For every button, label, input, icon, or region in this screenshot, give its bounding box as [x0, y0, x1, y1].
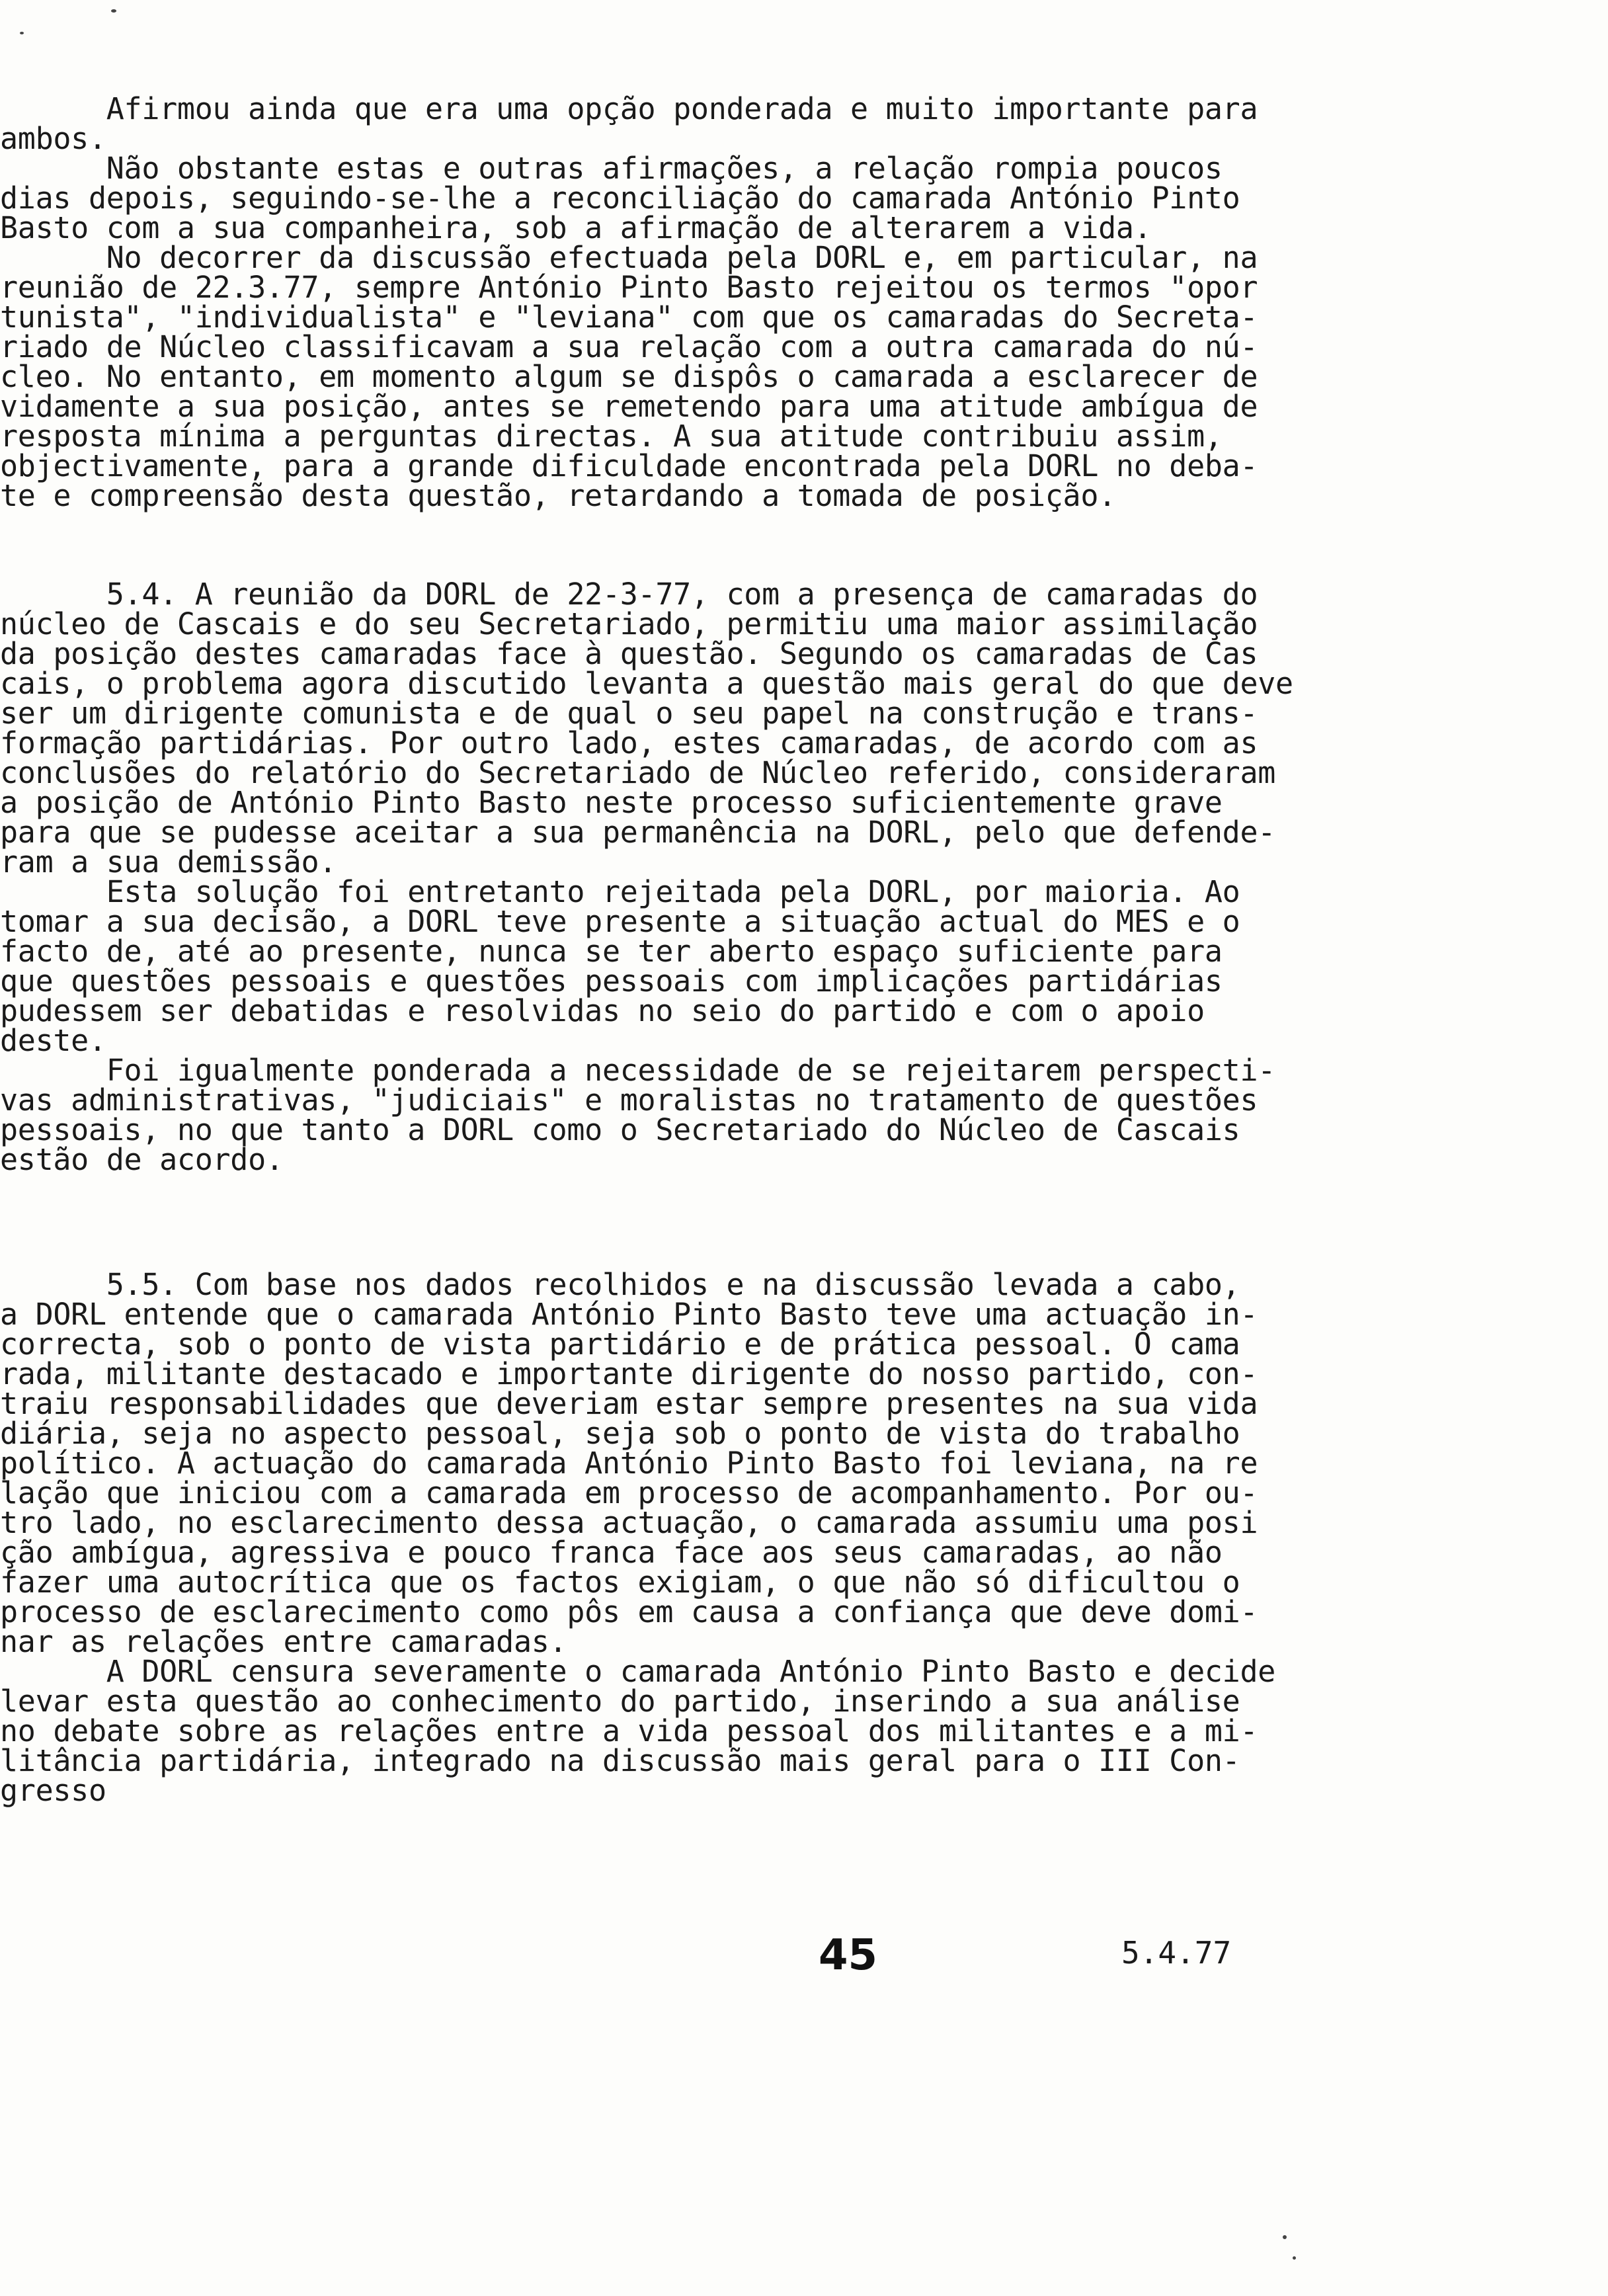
page-number: 45	[819, 1931, 878, 1980]
text-line: te e compreensão desta questão, retardando a tomada de posição.	[0, 478, 1116, 513]
text-line: pessoais, no que tanto a DORL como o Secretariado do Núcleo de Cascais	[0, 1112, 1240, 1147]
text-line: correcta, sob o ponto de vista partidário e de prática pessoal. O cama	[0, 1327, 1240, 1362]
paper-speck	[1293, 2256, 1296, 2260]
text-line: fazer uma autocrítica que os factos exigiam, o que não só dificultou o	[0, 1565, 1240, 1600]
text-line: ção ambígua, agressiva e pouco franca face aos seus camaradas, ao não	[0, 1535, 1223, 1570]
text-line: a DORL entende que o camarada António Pinto Basto teve uma actuação in-	[0, 1297, 1258, 1332]
text-line: político. A actuação do camarada António Pinto Basto foi leviana, na re	[0, 1446, 1258, 1481]
text-line: Afirmou ainda que era uma opção ponderada e muito importante para	[0, 91, 1258, 126]
text-line: rada, militante destacado e importante dirigente do nosso partido, con-	[0, 1356, 1258, 1391]
text-line: Não obstante estas e outras afirmações, a relação rompia poucos	[0, 151, 1223, 186]
text-line: dias depois, seguindo-se-lhe a reconciliação do camarada António Pinto	[0, 181, 1240, 216]
paper-speck	[111, 9, 116, 13]
text-line: conclusões do relatório do Secretariado de Núcleo referido, consideraram	[0, 755, 1276, 790]
text-line: 5.5. Com base nos dados recolhidos e na discussão levada a cabo,	[0, 1267, 1240, 1302]
text-line: Basto com a sua companheira, sob a afirmação de alterarem a vida.	[0, 210, 1152, 245]
text-line: para que se pudesse aceitar a sua permanência na DORL, pelo que defende-	[0, 815, 1276, 850]
paragraph-5-5	[0, 1267, 1608, 1808]
text-line: reunião de 22.3.77, sempre António Pinto Basto rejeitou os termos "opor	[0, 270, 1258, 305]
text-line: Foi igualmente ponderada a necessidade de se rejeitarem perspecti-	[0, 1053, 1276, 1088]
text-line: da posição destes camaradas face à questão. Segundo os camaradas de Cas	[0, 636, 1258, 671]
text-line: No decorrer da discussão efectuada pela DORL e, em particular, na	[0, 240, 1258, 275]
text-line: formação partidárias. Por outro lado, estes camaradas, de acordo com as	[0, 725, 1258, 760]
text-line: levar esta questão ao conhecimento do partido, inserindo a sua análise	[0, 1684, 1240, 1719]
text-line: A DORL censura severamente o camarada António Pinto Basto e decide	[0, 1654, 1276, 1689]
text-line: que questões pessoais e questões pessoais com implicações partidárias	[0, 964, 1223, 999]
text-line: processo de esclarecimento como pôs em causa a confiança que deve domi-	[0, 1594, 1258, 1629]
text-line: ram a sua demissão.	[0, 844, 337, 880]
text-line: no debate sobre as relações entre a vida pessoal dos militantes e a mi-	[0, 1713, 1258, 1748]
text-line: litância partidária, integrado na discussão mais geral para o III Con-	[0, 1743, 1240, 1778]
text-line: 5.4. A reunião da DORL de 22-3-77, com a presença de camaradas do	[0, 577, 1258, 612]
text-line: estão de acordo.	[0, 1142, 284, 1177]
text-line: núcleo de Cascais e do seu Secretariado, permitiu uma maior assimilação	[0, 606, 1258, 641]
text-line: Esta solução foi entretanto rejeitada pela DORL, por maioria. Ao	[0, 874, 1240, 909]
text-line: vidamente a sua posição, antes se remetendo para uma atitude ambígua de	[0, 389, 1258, 424]
text-line: traiu responsabilidades que deveriam estar sempre presentes na sua vida	[0, 1386, 1258, 1421]
paragraph-5-4	[0, 577, 1608, 1177]
text-line: ser um dirigente comunista e de qual o seu papel na construção e trans-	[0, 696, 1258, 731]
text-line: riado de Núcleo classificavam a sua relação com a outra camarada do nú-	[0, 329, 1258, 364]
text-line: objectivamente, para a grande dificuldade encontrada pela DORL no deba-	[0, 448, 1258, 483]
text-line: cais, o problema agora discutido levanta a questão mais geral do que deve	[0, 666, 1293, 701]
text-line: vas administrativas, "judiciais" e moralistas no tratamento de questões	[0, 1083, 1258, 1118]
text-line: tomar a sua decisão, a DORL teve presente a situação actual do MES e o	[0, 904, 1240, 939]
text-line: ambos.	[0, 121, 106, 156]
document-date: 5.4.77	[1121, 1935, 1232, 1971]
text-line: a posição de António Pinto Basto neste processo suficientemente grave	[0, 785, 1223, 820]
text-line: facto de, até ao presente, nunca se ter aberto espaço suficiente para	[0, 934, 1223, 969]
text-line: gresso	[0, 1773, 106, 1808]
text-line: nar as relações entre camaradas.	[0, 1624, 567, 1659]
text-line: tro lado, no esclarecimento dessa actuação, o camarada assumiu uma posi	[0, 1505, 1258, 1540]
text-line: resposta mínima a perguntas directas. A sua atitude contribuiu assim,	[0, 419, 1223, 454]
paper-speck	[1283, 2235, 1287, 2239]
text-line: cleo. No entanto, em momento algum se dispôs o camarada a esclarecer de	[0, 359, 1258, 394]
text-line: lação que iniciou com a camarada em processo de acompanhamento. Por ou-	[0, 1475, 1258, 1510]
text-line: deste.	[0, 1023, 106, 1058]
paper-speck	[20, 32, 24, 34]
text-line: diária, seja no aspecto pessoal, seja sob o ponto de vista do trabalho	[0, 1416, 1240, 1451]
text-line: pudessem ser debatidas e resolvidas no seio do partido e com o apoio	[0, 993, 1205, 1028]
paragraph-1	[0, 91, 1608, 513]
text-line: tunista", "individualista" e "leviana" com que os camaradas do Secreta-	[0, 300, 1258, 335]
